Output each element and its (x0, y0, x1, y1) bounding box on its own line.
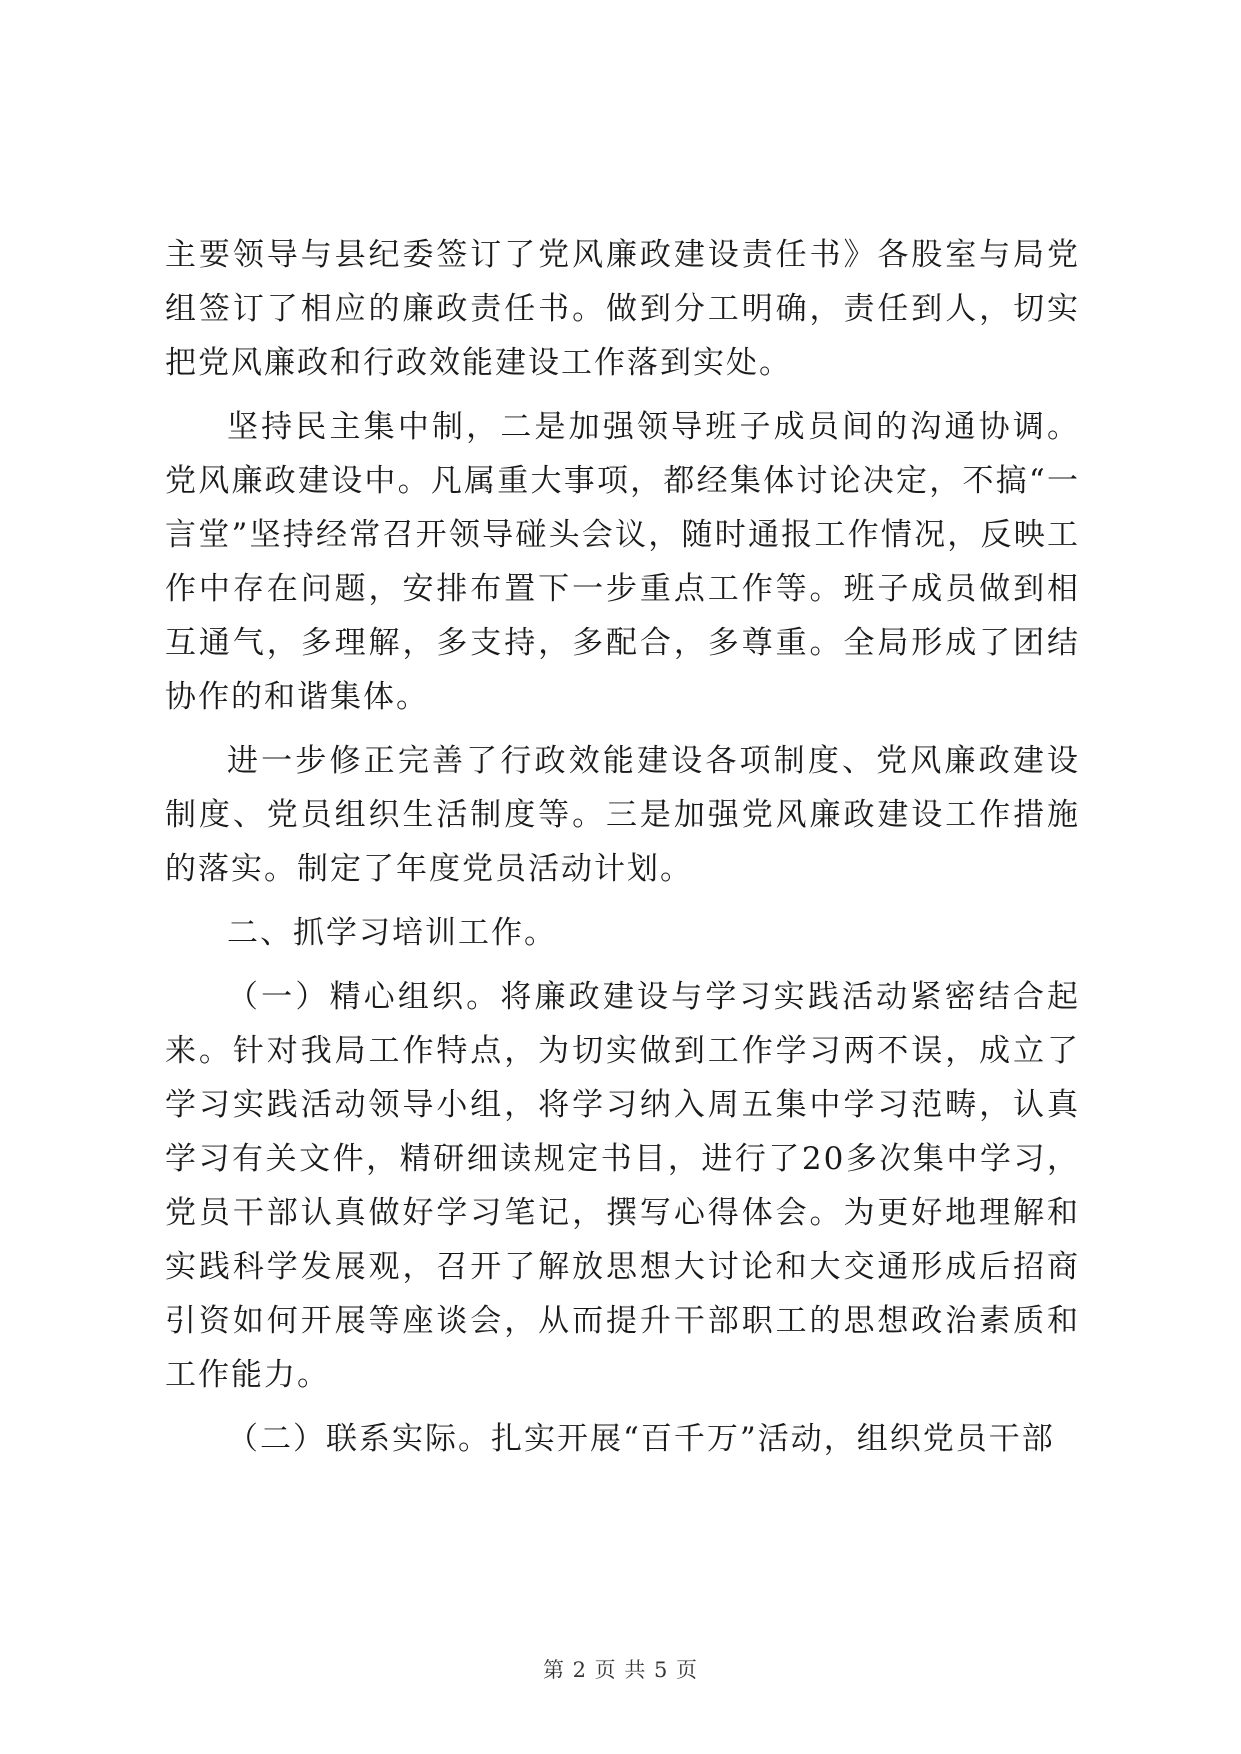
paragraph-5: （二）联系实际。扎实开展“百千万”活动，组织党员干部 (227, 1421, 1055, 1457)
section-heading: 二、抓学习培训工作。 (227, 915, 557, 951)
paragraph-2: 坚持民主集中制，二是加强领导班子成员间的沟通协调。党风廉政建设中。凡属重大事项，都经集体讨论决定，不搞“一言堂”坚持经常召开领导碰头会议，随时通报工作情况，反映工作中存在问题，安排布置下一步重点工作等。班子成员做到相互通气，多理解，多支持，多配合，多尊重。全局形成了团结协作的和谐集体。 (165, 409, 1080, 715)
paragraph-1: 主要领导与县纪委签订了党风廉政建设责任书》各股室与局党组签订了相应的廉政责任书。做到分工明确，责任到人，切实把党风廉政和行政效能建设工作落到实处。 (165, 237, 1080, 381)
page-number-footer: 第 2 页 共 5 页 (542, 1658, 699, 1682)
paragraph-3: 进一步修正完善了行政效能建设各项制度、党风廉政建设制度、党员组织生活制度等。三是加强党风廉政建设工作措施的落实。制定了年度党员活动计划。 (165, 743, 1080, 887)
paragraph-4: （一）精心组织。将廉政建设与学习实践活动紧密结合起来。针对我局工作特点，为切实做到工作学习两不误，成立了学习实践活动领导小组，将学习纳入周五集中学习范畴，认真学习有关文件，精研细读规定书目，进行了20多次集中学习，党员干部认真做好学习笔记，撰写心得体会。为更好地理解和实践科学发展观，召开了解放思想大讨论和大交通形成后招商引资如何开展等座谈会，从而提升干部职工的思想政治素质和工作能力。 (165, 979, 1080, 1393)
document-body (165, 228, 1080, 1476)
